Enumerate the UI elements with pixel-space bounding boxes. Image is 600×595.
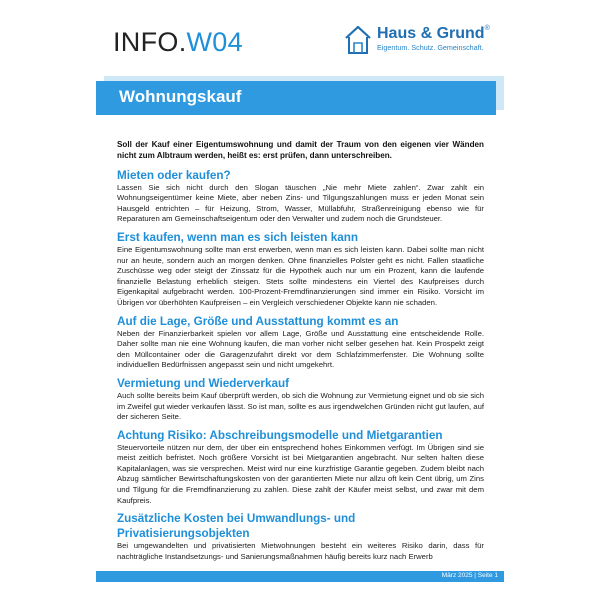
logo-tagline: Eigentum. Schutz. Gemeinschaft. [377,43,484,52]
section-text: Bei umgewandelten und privatisierten Mietwohnungen besteht ein weiteres Risiko darin, dass für nachträgliche Instandsetzungs- und Sanierungsmaßnahmen häufig bereits kurz nach Erwerb [117,541,484,561]
footer-date-page: März 2025 | Seite 1 [441,572,498,579]
logo-registered-mark: ® [484,25,490,32]
doc-code-prefix: INFO. [113,27,187,57]
house-icon [345,26,371,54]
page-title: Wohnungskauf [119,87,242,106]
section-heading: Erst kaufen, wenn man es sich leisten kann [117,230,358,244]
logo-name: Haus & Grund® [377,25,490,42]
document-code [113,27,243,58]
section-heading: Achtung Risiko: Abschreibungsmodelle und Mietgarantien [117,428,443,442]
title-banner [96,81,496,115]
section-text: Lassen Sie sich nicht durch den Slogan täuschen „Nie mehr Miete zahlen“. Zwar zahlt ein Wohnungseigentümer keine Miete, aber neben Zins- und Tilgungszahlungen muss er jeden Monat sein Hausgeld entrichten – für Heizung, Strom, Wasser, Müllabfuhr, Straßenreinigung ebenso wie für Reparaturen am Gemeinschaftseigentum oder den Verwalter und zudem noch die Grundsteuer. [117,182,484,224]
section-text: Neben der Finanzierbarkeit spielen vor allem Lage, Größe und Ausstattung eine entscheidende Rolle. Daher sollte man nie eine Wohnung kaufen, die man vorher nicht selber gesehen hat. Kein Prospekt zeigt den Müllcontainer oder die Garagenzufahrt direkt vor dem Schlafzimmerfenster. Die Wohnung sollte individuellen Bedürfnissen angepasst sein und nicht umgekehrt. [117,328,484,370]
intro-paragraph: Soll der Kauf einer Eigentumswohnung und damit der Traum von den eigenen vier Wänden nicht zum Albtraum werden, heißt es: erst prüfen, dann unterschreiben. [117,140,484,160]
section-text: Steuervorteile nützen nur dem, der über ein entsprechend hohes Einkommen verfügt. Im Übrigen sind sie meist zeitlich befristet. Noch größere Vorsicht ist bei Mietgarantien angebracht. Nur selten halten diese Kapitalanlagen, was sie versprechen. Meist wird nur eine kurzfristige Garantie gegeben. Zudem bleibt nach Abzug sämtlicher Bewirtschaftungskosten von der garantierten Miete nur allzu oft kein Cent übrig, um Zins und Tilgung für die Fremdfinanzierung zu zahlen. Diese zahlt der Käufer meist selbst, und zwar mit dem Kaufpreis. [117,442,484,505]
section-heading: Vermietung und Wiederverkauf [117,376,290,390]
footer-bar [96,571,504,582]
section-text: Auch sollte bereits beim Kauf überprüft werden, ob sich die Wohnung zur Vermietung eignet und ob sie sich im Zweifel gut wieder verkaufen lässt. So ist man, sollte es aus irgendwelchen Gründen nicht gut laufen, auf der sicheren Seite. [117,390,484,422]
section-heading: Mieten oder kaufen? [117,168,231,182]
section-text: Eine Eigentumswohnung sollte man erst erwerben, wenn man es sich leisten kann. Dabei sollte man nicht nur an heute, sondern auch an morgen denken. Ohne finanzielles Polster geht es nicht. Fallen staatliche Zuschüsse weg oder steigt der Zinssatz für die Hypothek auch nur um ein Prozent, kann die laufende finanzielle Belastung erheblich steigen. Stets sollte mindestens ein Viertel des Kaufpreises durch Eigenkapital aufgebracht werden. 100-Prozent-Fremdfinanzierungen sind immer ein Risiko. Vorsicht im Übrigen vor überhöhten Kaufpreisen – ein Vergleich verschiedener Objekte kann nie schaden. [117,244,484,307]
doc-code-suffix: W04 [186,27,243,57]
document-body [117,140,484,567]
section-heading: Auf die Lage, Größe und Ausstattung kommt es an [117,314,399,328]
section-heading: Zusätzliche Kosten bei Umwandlungs- und Privatisierungsobjekten [117,512,356,541]
